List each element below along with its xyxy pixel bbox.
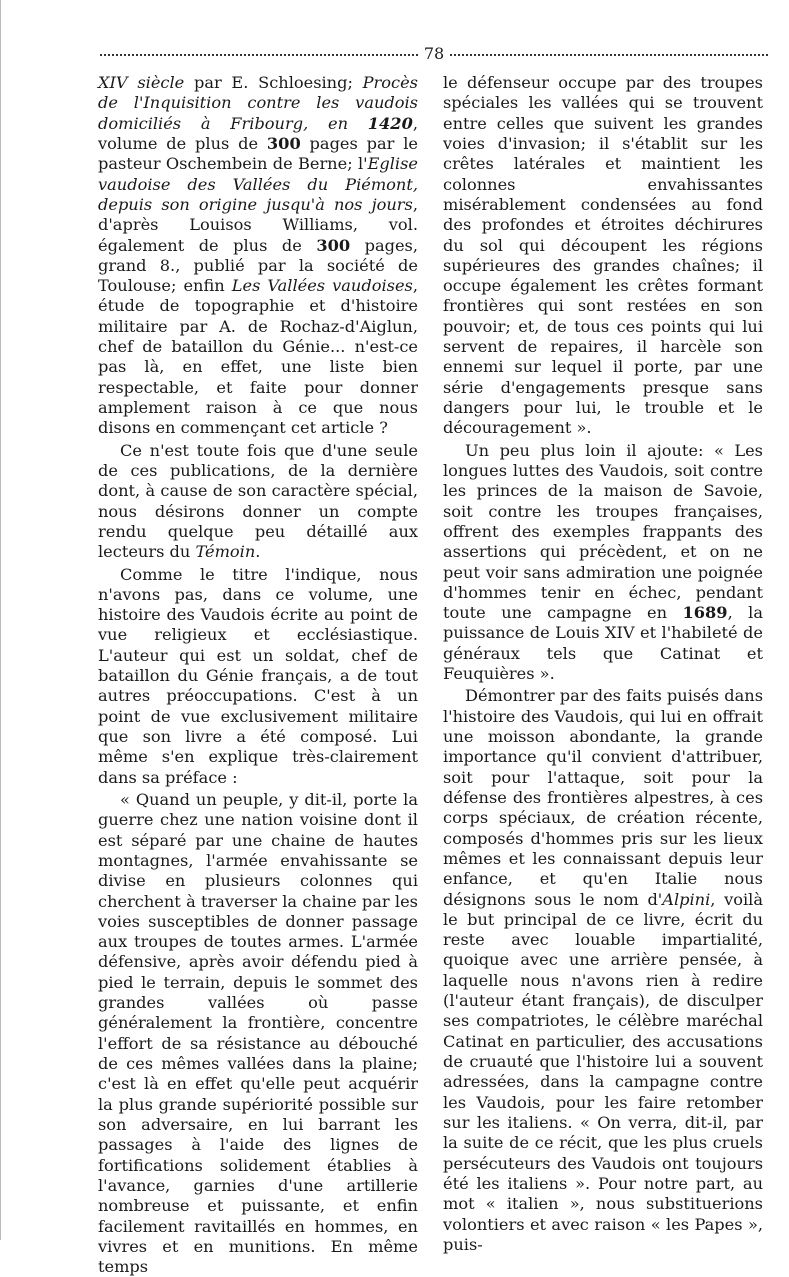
text-italic: Témoin [195, 542, 256, 562]
page-header [100, 44, 768, 64]
text-italic: Les Vallées vaudoises [231, 276, 413, 296]
header-rule-right [450, 54, 768, 56]
text-run: , voilà le but principal de ce livre, écrit du reste avec louable impartialité, quoique avec une arrière pensée, à laquelle nous n'avons rien à redire (l'auteur étant français), de disculper ses compatriotes, le célèbre maréchal Catinat en particulier, des accusations de cruauté que l'histoire lui a souvent adressées, dans la campagne contre les Vaudois, pour les faire retomber sur les italiens. « On verra, dit-il, par la suite de ce récit, que les plus cruels persécuteurs des Vaudois ont toujours été les italiens ». Pour notre part, au mot « italien », nous substituerions volontiers et avec raison « les Papes », puis- [443, 889, 763, 1254]
paragraph-quote-continued: le défenseur occupe par des troupes spéciales les vallées qui se trouvent entre celles que suivent les grandes voies d'invasion; il s'établit sur les crêtes latérales et maintient les colonnes envahissantes misérablement condensées au fond des profondes et étroites déchirures du sol qui découpent les régions supérieures des grandes chaînes; il occupe également les crêtes formant frontières qui sont restées en son pouvoir; et, de tous ces points qui lui servent de repaires, il harcèle son ennemi sur lequel il porte, par une série d'engagements presque sans dangers pour lui, le trouble et le découragement ». [443, 73, 763, 438]
paragraph-further [443, 441, 763, 685]
page-number: 78 [423, 44, 445, 63]
text-italic: Eglise vaudoise des Vallées du Piémont, depuis son origine jusqu'à nos jours [98, 154, 418, 214]
text-bold: 300 [316, 235, 351, 255]
text-bold: 1689 [682, 603, 728, 623]
text-run: , la puissance de Louis XIV et l'habileté de généraux tels que Catinat et Feuquières ». [443, 603, 763, 684]
text-italic: Procès de l'Inquisition contre les vaudois domiciliés à Fribourg, en [98, 73, 418, 133]
text-italic: XIV siècle [98, 73, 185, 92]
right-column [443, 73, 763, 1255]
text-bold-italic: 1420 [367, 113, 413, 133]
text-run: Un peu plus loin il ajoute: « Les longues luttes des Vaudois, soit contre les princes de la maison de Savoie, soit contre les troupes françaises, offrent des exemples frappants des assertions qui précèdent, et on ne peut voir sans admiration une poignée d'hommes tenir en échec, pendant toute une campagne en [443, 440, 763, 623]
text-italic: Alpini [662, 889, 711, 909]
text-bold: 300 [266, 133, 301, 153]
header-rule-left [100, 54, 418, 56]
text-run: . [255, 542, 261, 562]
paragraph-demonstration [443, 686, 763, 1255]
page-edge [0, 0, 9, 1240]
paragraph-preface-quote: « Quand un peuple, y dit-il, porte la guerre chez une nation voisine dont il est séparé par une chaine de hautes montagnes, l'armée envahissante se divise en plusieurs colonnes qui cherchent à traverser la chaine par les voies susceptibles de donner passage aux troupes de toutes armes. L'armée défensive, après avoir défendu pied à pied le terrain, depuis le sommet des grandes vallées où passe généralement la frontière, concentre l'effort de sa résistance au débouché de ces mêmes vallées dans la plaine; c'est là en effet qu'elle peut acquérir la plus grande supériorité possible sur son adversaire, en lui barrant les passages à l'aide des lignes de fortifications solidement établies à l'avance, garnies d'une artillerie nombreuse et puissante, et enfin facilement ravitaillés en hommes, en vivres et en munitions. En même temps [98, 789, 418, 1277]
text-run: Démontrer par des faits puisés dans l'histoire des Vaudois, qui lui en offrait une moisson abondante, la grande importance qu'il convient d'attribuer, soit pour l'attaque, soit pour la défense des frontières alpestres, à ces corps spéciaux, de création récente, composés d'hommes pris sur les lieux mêmes et les connaissant depuis leur enfance, et qu'en Italie nous désignons sous le nom d' [443, 686, 763, 909]
paragraph-volume: Comme le titre l'indique, nous n'avons pas, dans ce volume, une histoire des Vaudois écrite au point de vue religieux et ecclésiastique. L'auteur qui est un soldat, chef de bataillon du Génie français, a de tout autres préoccupations. C'est à un point de vue exclusivement militaire que son livre a été composé. Lui même s'en explique très-clairement dans sa préface : [98, 564, 418, 787]
text-run: par E. Schloesing; [184, 73, 363, 92]
paragraph-publication [98, 441, 418, 563]
text-run: , d'après Louisos Williams, vol. également de plus de [98, 194, 418, 255]
text-run: pages, grand 8., publié par la société de Toulouse; enfin [98, 235, 419, 296]
paragraph-bibliography [98, 73, 418, 439]
text-run: , étude de topographie et d'histoire militaire par A. de Rochaz-d'Aiglun, chef de bataillon du Génie... n'est-ce pas là, en effet, une liste bien respectable, et faite pour donner amplement raison à ce que nous disons en commençant cet article ? [98, 276, 418, 438]
left-column [98, 73, 418, 1277]
text-run: pages par le pasteur Oschembein de Berne; l' [98, 133, 418, 174]
text-run: , volume de plus de [98, 113, 418, 153]
text-run: Ce n'est toute fois que d'une seule de ces publications, de la dernière dont, à cause de son caractère spécial, nous désirons donner un compte rendu quelque peu détaillé aux lecteurs du [98, 440, 418, 562]
